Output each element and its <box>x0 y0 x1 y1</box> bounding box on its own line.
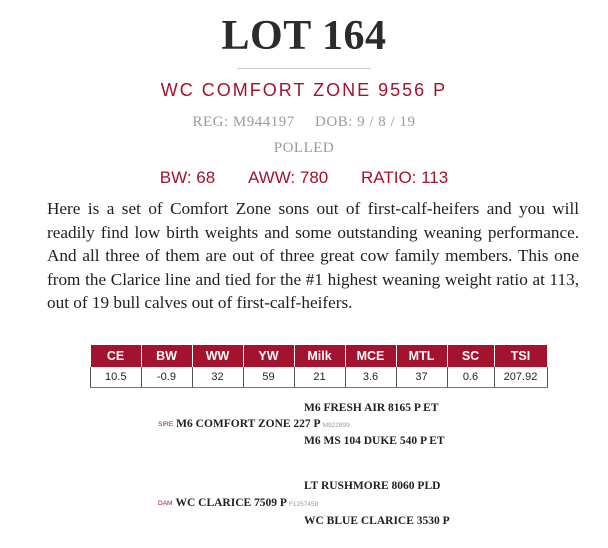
epd-header-tsi: TSI <box>494 345 547 367</box>
epd-value-row <box>91 367 548 388</box>
epd-header-ce: CE <box>91 345 142 367</box>
pedigree-dam <box>158 497 318 509</box>
epd-header-sc: SC <box>447 345 494 367</box>
sire-tag: SIRE <box>158 421 174 428</box>
pedigree-dam-sire: LT RUSHMORE 8060 PLD <box>304 480 441 492</box>
epd-header-milk: Milk <box>294 345 345 367</box>
birth-weight: BW: 68 <box>159 168 216 187</box>
epd-header-mce: MCE <box>345 345 396 367</box>
epd-header-bw: BW <box>141 345 192 367</box>
pedigree-sire-sire: M6 FRESH AIR 8165 P ET <box>304 402 439 414</box>
epd-value-milk: 21 <box>294 367 345 388</box>
lot-description: Here is a set of Comfort Zone sons out of first-calf-heifers and you will readily find low birth weights and some outstanding weaning performance. And all three of them are out of three great cow family members. This one from the Clarice line and tied for the #1 highest weaning weight ratio at 113, out of 19 bull calves out of first-calf-heifers. <box>47 199 579 312</box>
title-divider <box>237 68 371 69</box>
pedigree-sire-dam: M6 MS 104 DUKE 540 P ET <box>304 435 445 447</box>
registration-number: REG: M944197 <box>192 114 295 130</box>
epd-value-mtl: 37 <box>396 367 447 388</box>
lot-title: LOT 164 <box>221 13 387 59</box>
epd-value-mce: 3.6 <box>345 367 396 388</box>
epd-summary <box>0 168 608 188</box>
epd-header-row <box>91 345 548 367</box>
polled-label: POLLED <box>273 140 335 156</box>
bull-name: WC COMFORT ZONE 9556 P <box>160 80 448 100</box>
adjusted-weaning-weight: AWW: 780 <box>247 168 329 187</box>
epd-value-ww: 32 <box>192 367 243 388</box>
epd-value-bw: -0.9 <box>141 367 192 388</box>
registration-line <box>0 114 608 131</box>
epd-header-yw: YW <box>243 345 294 367</box>
dam-tag: DAM <box>158 500 173 507</box>
pedigree-sire <box>158 418 350 430</box>
sire-name: M6 COMFORT ZONE 227 P <box>176 418 321 430</box>
epd-header-mtl: MTL <box>396 345 447 367</box>
dam-registration: F1257458 <box>288 501 319 508</box>
date-of-birth: DOB: 9 / 8 / 19 <box>315 114 416 130</box>
epd-value-ce: 10.5 <box>91 367 142 388</box>
epd-table <box>90 345 548 388</box>
epd-value-sc: 0.6 <box>447 367 494 388</box>
dam-name: WC CLARICE 7509 P <box>175 497 287 509</box>
epd-value-tsi: 207.92 <box>494 367 547 388</box>
epd-header-ww: WW <box>192 345 243 367</box>
sire-registration: M922899 <box>322 422 350 429</box>
pedigree-dam-dam: WC BLUE CLARICE 3530 P <box>304 515 450 527</box>
epd-value-yw: 59 <box>243 367 294 388</box>
weaning-ratio: RATIO: 113 <box>360 168 449 187</box>
